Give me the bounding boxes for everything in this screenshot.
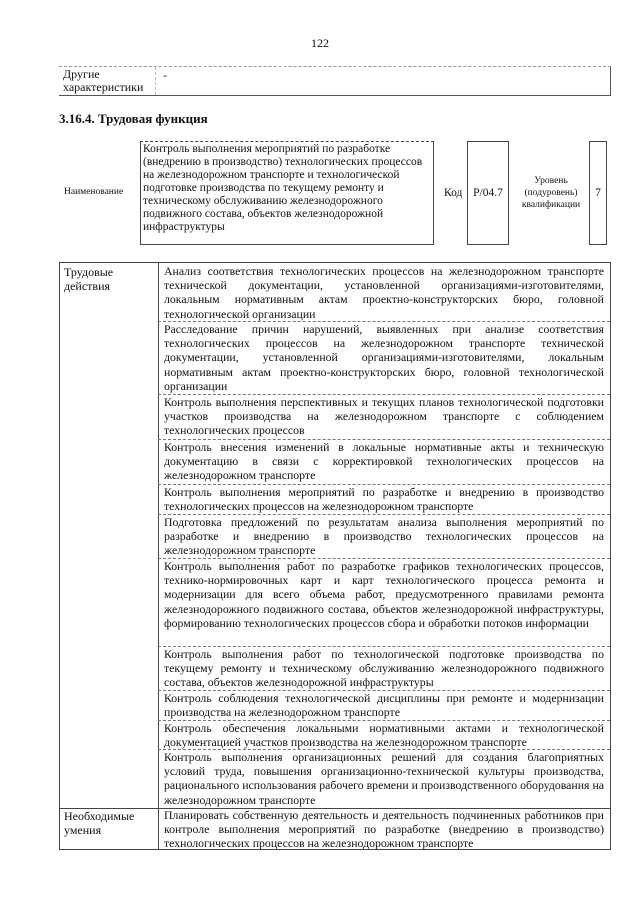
labor-actions-label: Трудовые действия <box>64 265 114 293</box>
labor-action-item: Анализ соответствия технологических процессов на железнодорожном транспорте технической документации, установленной организациями-изготовителями, локальным нормативным актам проектно-конструкторских бюро, головной технологической организации <box>164 264 604 321</box>
column-divider <box>158 263 159 849</box>
required-skills-label: Необходимые умения <box>64 809 135 837</box>
labor-action-item: Расследование причин нарушений, выявленных при анализе соответствия технологических процессов на железнодорожном транспорте технической документации, установленной организациями-изготовителями, локальным нормативным актам проектно-конструкторских бюро, головной технологической организации <box>164 322 604 393</box>
qualification-level-value: 7 <box>589 141 607 245</box>
other-characteristics-row <box>59 66 611 96</box>
labor-action-item: Контроль выполнения организационных решений для создания благоприятных условий труда, повышения организационно-технической культуры производства, рационального использования рабочего времени и производственного оборудования на железнодорожном транспорте <box>164 750 604 807</box>
labor-action-item: Контроль обеспечения локальными нормативными актами и технологической документацией участков производства на железнодорожном транспорте <box>164 721 604 750</box>
column-divider <box>610 67 611 95</box>
page-number: 122 <box>311 36 329 50</box>
name-label: Наименование <box>64 187 124 197</box>
labor-action-item: Подготовка предложений по результатам анализа выполнения мероприятий по разработке и внедрению в производство технологических процессов на железнодорожном транспорте <box>164 515 604 558</box>
other-characteristics-label: Другие характеристики <box>63 67 144 94</box>
section-title: 3.16.4. Трудовая функция <box>59 111 208 126</box>
labor-action-item: Контроль выполнения работ по разработке графиков технологических процессов, технико-нормировочных карт и карт технологического процесса ремонта и модернизации для всего объема работ, предусмотренного правилами ремонта железнодорожного подвижного состава, объектов железнодорожной инфраструктуры, формированию технологических процессов сбора и обработки потоков информации <box>164 559 604 630</box>
labor-action-item: Контроль внесения изменений в локальные нормативные акты и техническую документацию в связи с корректировкой технологических процессов на железнодорожном транспорте <box>164 440 604 483</box>
qualification-level-label: Уровень (подуровень) квалификации <box>521 176 581 210</box>
labor-action-item: Контроль выполнения работ по технологической подготовке производства по текущему ремонту и техническому обслуживанию железнодорожного подвижного состава, объектов железнодорожной инфраструктуры <box>164 647 604 690</box>
other-characteristics-value: - <box>163 68 167 82</box>
required-skill-item: Планировать собственную деятельность и деятельность подчиненных работников при контроле выполнения мероприятий по разработке (внедрению в производство) технологических процессов на железнодорожном транспорте <box>164 808 604 851</box>
function-name-value: Контроль выполнения мероприятий по разработке (внедрению в производство) технологических процессов на железнодорожном транспорте и технологической подготовке производства по текущему ремонту и техническому обслуживанию железнодорожного подвижного состава, объектов железнодорожной инфраструктуры <box>140 141 434 245</box>
labor-action-item: Контроль выполнения мероприятий по разработке и внедрению в производство технологических процессов на железнодорожном транспорте <box>164 485 604 514</box>
labor-action-item: Контроль выполнения перспективных и текущих планов технологической подготовки участков производства на железнодорожном транспорте с соблюдением технологических процессов <box>164 395 604 438</box>
labor-action-item: Контроль соблюдения технологической дисциплины при ремонте и модернизации производства на железнодорожном транспорте <box>164 691 604 720</box>
labor-function-table <box>59 262 611 850</box>
code-value: P/04.7 <box>467 141 509 245</box>
code-label: Код <box>444 187 463 199</box>
column-divider <box>155 67 156 95</box>
